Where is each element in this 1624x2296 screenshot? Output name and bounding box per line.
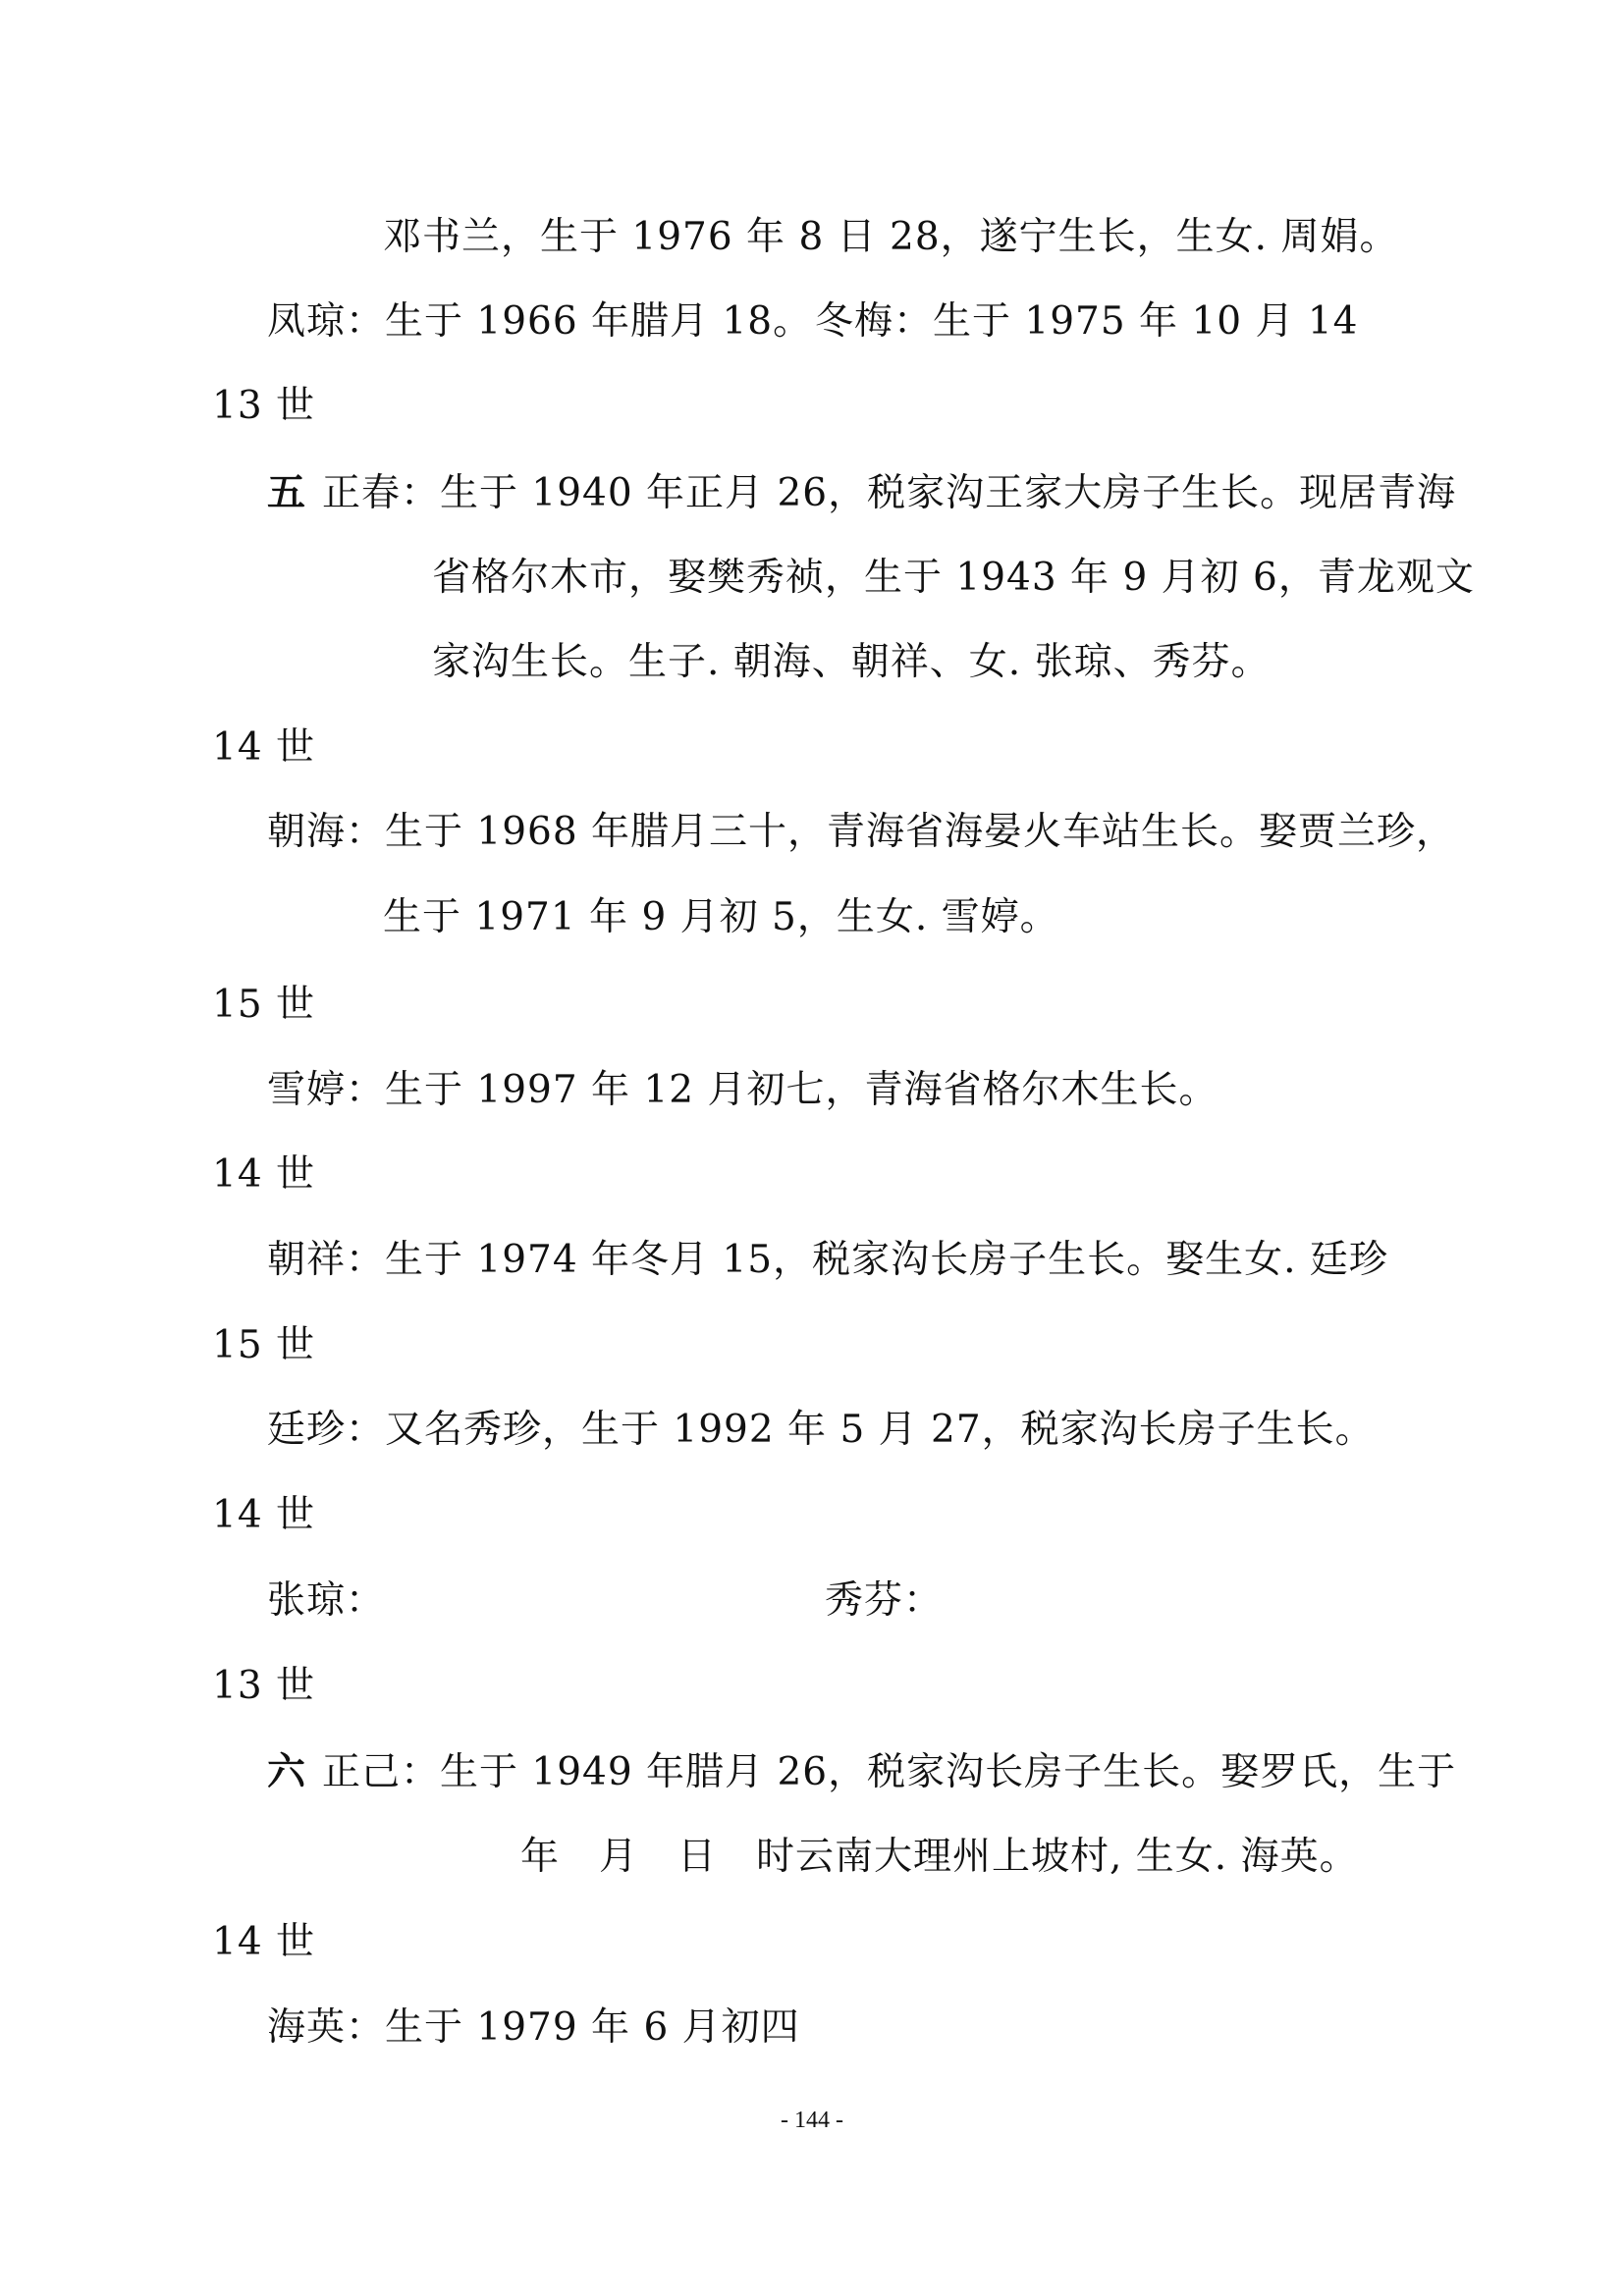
generation-heading: 14 世 — [212, 725, 316, 770]
ordinal-mark: 六 — [267, 1749, 307, 1794]
generation-heading: 13 世 — [212, 1664, 316, 1708]
page-number: - 144 - — [781, 2108, 843, 2133]
generation-heading: 15 世 — [212, 983, 316, 1027]
generation-heading: 14 世 — [212, 1493, 316, 1537]
entry-chaohai: 朝海：生于 1968 年腊月三十，青海省海晏火车站生长。娶贾兰珍， — [267, 810, 1456, 854]
entry-chaoxiang: 朝祥：生于 1974 年冬月 15，税家沟长房子生长。娶生女. 廷珍 — [267, 1238, 1388, 1282]
entry-xueting: 雪婷：生于 1997 年 12 月初七，青海省格尔木生长。 — [267, 1068, 1218, 1112]
generation-heading: 14 世 — [212, 1152, 316, 1197]
entry-zhengji — [267, 1748, 1456, 1796]
generation-heading: 15 世 — [212, 1323, 316, 1367]
entry-text: 正己：生于 1949 年腊月 26，税家沟长房子生长。娶罗氏，生于 — [322, 1750, 1457, 1794]
entry-deng-shulan: 邓书兰，生于 1976 年 8 日 28，遂宁生长，生女. 周娟。 — [383, 215, 1399, 259]
generation-heading: 13 世 — [212, 384, 316, 428]
entry-tingzhen: 廷珍：又名秀珍，生于 1992 年 5 月 27，税家沟长房子生长。 — [267, 1408, 1375, 1452]
generation-heading: 14 世 — [212, 1920, 316, 1964]
entry-zhengchun-cont: 家沟生长。生子. 朝海、朝祥、女. 张琼、秀芬。 — [432, 640, 1271, 684]
entry-zhengchun — [267, 469, 1456, 517]
entry-zhangqiong: 张琼： — [267, 1578, 386, 1623]
entry-zhengchun-cont: 省格尔木市，娶樊秀祯，生于 1943 年 9 月初 6，青龙观文 — [432, 556, 1475, 600]
entry-dongmei: 冬梅：生于 1975 年 10 月 14 — [815, 299, 1359, 344]
entry-fengqiong: 凤琼：生于 1966 年腊月 18。 — [267, 299, 813, 344]
entry-zhengji-cont: 年 月 日 时云南大理州上坡村, 生女. 海英。 — [520, 1835, 1359, 1879]
ordinal-mark: 五 — [267, 470, 307, 515]
entry-haiying: 海英：生于 1979 年 6 月初四 — [267, 2005, 800, 2050]
entry-chaohai-cont: 生于 1971 年 9 月初 5，生女. 雪婷。 — [383, 895, 1059, 939]
entry-text: 正春：生于 1940 年正月 26，税家沟王家大房子生长。现居青海 — [322, 471, 1457, 515]
entry-xiufen: 秀芬： — [825, 1578, 944, 1623]
